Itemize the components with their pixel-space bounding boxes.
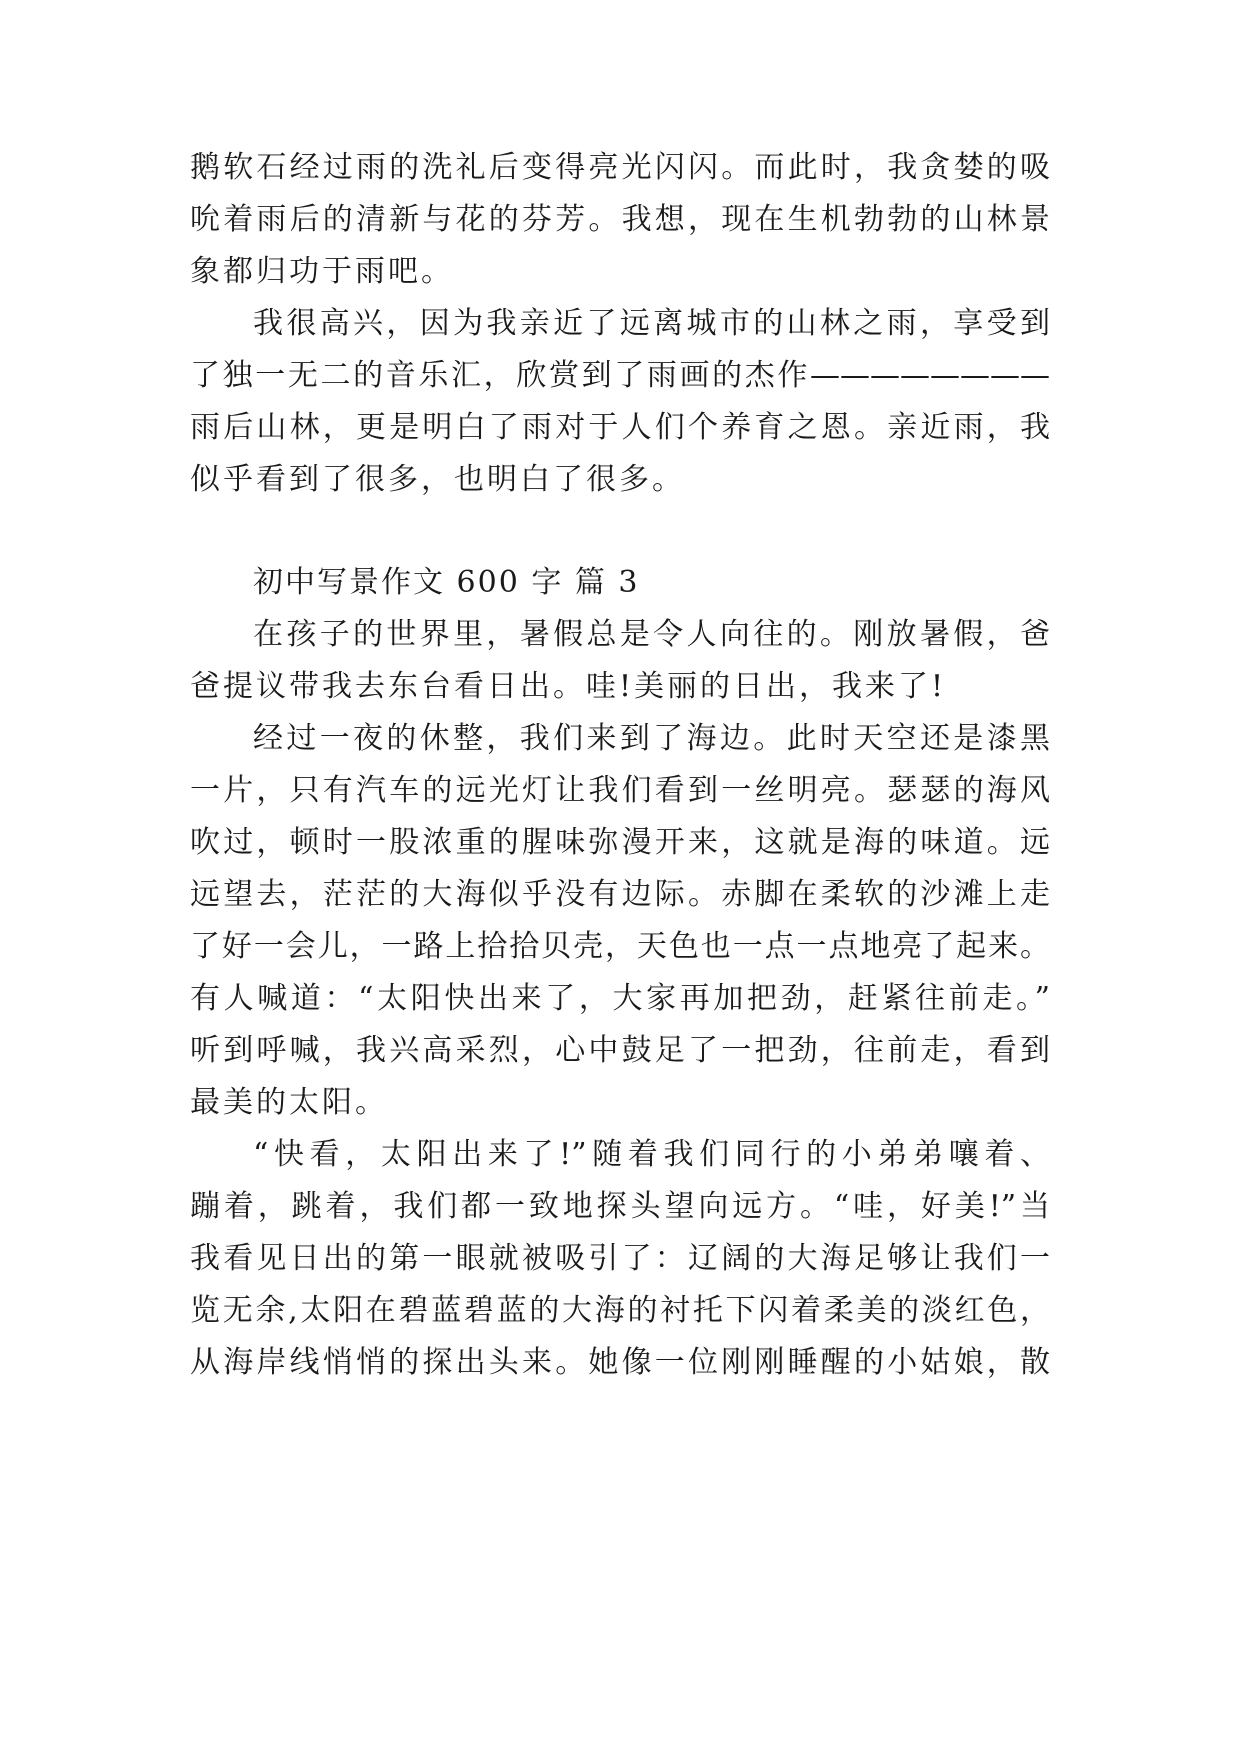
section-heading: 初中写景作文 600 字 篇 3 (253, 565, 640, 600)
text-line: 最美的太阳。 (190, 1085, 388, 1120)
text-line: 蹦着，跳着，我们都一致地探头望向远方。“哇，好美!”当 (190, 1189, 1050, 1224)
text-line: 在孩子的世界里，暑假总是令人向往的。刚放暑假，爸 (253, 617, 1050, 652)
text-line: 经过一夜的休整，我们来到了海边。此时天空还是漆黑 (253, 721, 1050, 756)
text-line: 我很高兴，因为我亲近了远离城市的山林之雨，享受到 (253, 306, 1050, 341)
text-line: 象都归功于雨吧。 (190, 254, 454, 289)
text-line: 有人喊道：“太阳快出来了，大家再加把劲，赶紧往前走。” (190, 981, 1050, 1016)
text-line: 从海岸线悄悄的探出头来。她像一位刚刚睡醒的小姑娘，散 (190, 1345, 1050, 1380)
text-line: 鹅软石经过雨的洗礼后变得亮光闪闪。而此时，我贪婪的吸 (190, 150, 1050, 185)
text-line: 吮着雨后的清新与花的芬芳。我想，现在生机勃勃的山林景 (190, 202, 1050, 237)
text-line: 一片，只有汽车的远光灯让我们看到一丝明亮。瑟瑟的海风 (190, 773, 1050, 808)
text-line: 了好一会儿，一路上拾拾贝壳，天色也一点一点地亮了起来。 (190, 929, 1050, 964)
text-line: 爸提议带我去东台看日出。哇!美丽的日出，我来了! (190, 669, 947, 704)
text-line: 了独一无二的音乐汇，欣赏到了雨画的杰作———————— (190, 358, 1050, 393)
text-line: 听到呼喊，我兴高采烈，心中鼓足了一把劲，往前走，看到 (190, 1033, 1050, 1068)
text-line: 吹过，顿时一股浓重的腥味弥漫开来，这就是海的味道。远 (190, 825, 1050, 860)
text-line: “快看，太阳出来了!”随着我们同行的小弟弟嚷着、 (253, 1137, 1050, 1172)
text-line: 似乎看到了很多，也明白了很多。 (190, 462, 685, 497)
text-line: 览无余,太阳在碧蓝碧蓝的大海的衬托下闪着柔美的淡红色， (190, 1293, 1050, 1328)
text-line: 雨后山林，更是明白了雨对于人们个养育之恩。亲近雨，我 (190, 410, 1050, 445)
text-line: 远望去，茫茫的大海似乎没有边际。赤脚在柔软的沙滩上走 (190, 877, 1050, 912)
text-line: 我看见日出的第一眼就被吸引了：辽阔的大海足够让我们一 (190, 1241, 1050, 1276)
